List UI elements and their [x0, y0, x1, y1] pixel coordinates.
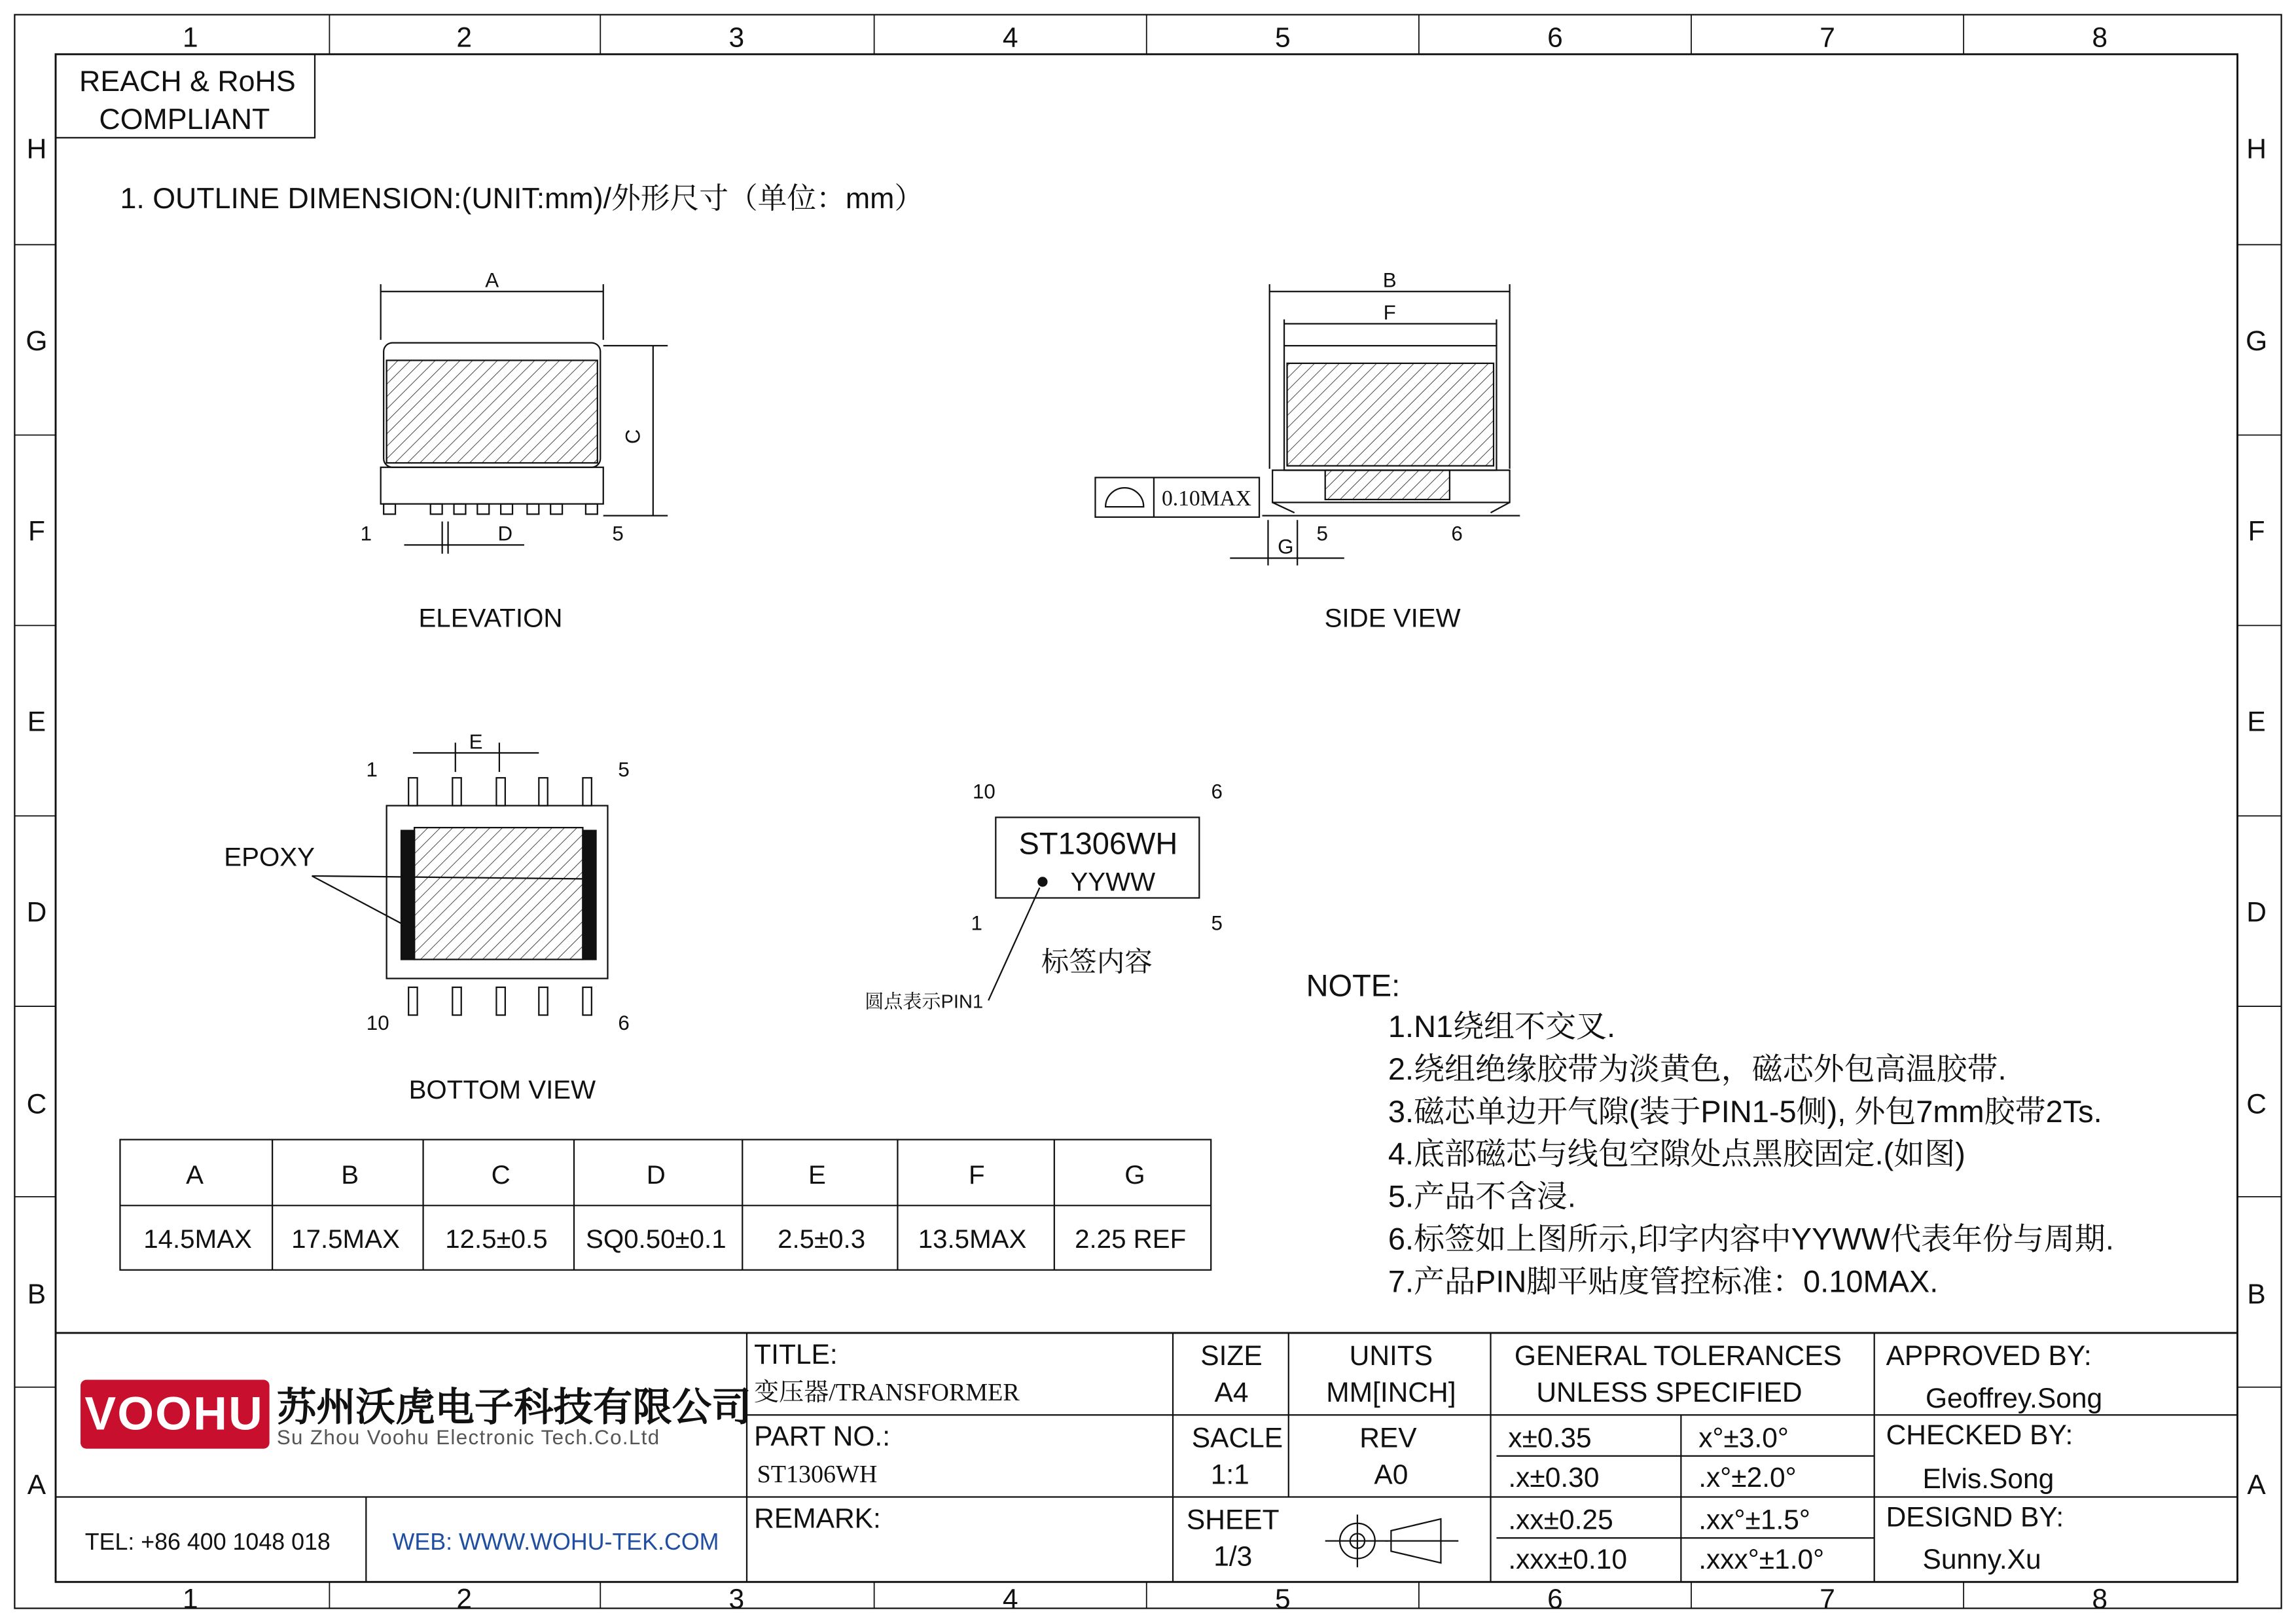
- epoxy-right: [583, 831, 596, 960]
- dim-label-c: C: [621, 429, 645, 445]
- bottom-view-caption: BOTTOM VIEW: [408, 1075, 596, 1104]
- table-header: C: [491, 1159, 511, 1190]
- tolerances-heading-2: UNLESS SPECIFIED: [1536, 1377, 1803, 1409]
- compliance-line-2: COMPLIANT: [99, 102, 270, 136]
- pin-label: 6: [1211, 780, 1223, 803]
- flatness-value: 0.10MAX: [1161, 486, 1251, 511]
- dim-label-g: G: [1278, 535, 1294, 558]
- note-item: 4.底部磁芯与线包空隙处点黑胶固定.(如图): [1388, 1136, 1965, 1171]
- col-label: 7: [1820, 22, 1835, 54]
- side-hatch: [1287, 363, 1494, 466]
- row-label: B: [27, 1279, 46, 1311]
- checked-name: Elvis.Song: [1922, 1464, 2054, 1495]
- company-name-cn: 苏州沃虎电子科技有限公司: [276, 1385, 751, 1430]
- pin-label: 5: [618, 757, 630, 781]
- sheet-label: SHEET: [1186, 1504, 1280, 1536]
- table-header: A: [186, 1159, 204, 1190]
- tolerance-linear: x±0.35: [1508, 1423, 1592, 1454]
- row-label: F: [2248, 516, 2265, 547]
- title-value: 变压器/TRANSFORMER: [754, 1378, 1020, 1406]
- dim-label-e: E: [469, 730, 483, 754]
- scale-value: 1:1: [1210, 1459, 1249, 1491]
- grid-row-labels-left: [26, 134, 47, 1501]
- remark-label: REMARK:: [754, 1503, 881, 1535]
- approved-name: Geoffrey.Song: [1925, 1383, 2103, 1415]
- contact-tel: TEL: +86 400 1048 018: [84, 1529, 331, 1556]
- bottom-view: [312, 742, 608, 1015]
- scale-label: SACLE: [1191, 1423, 1283, 1454]
- col-label: 4: [1002, 1584, 1018, 1615]
- bottom-pins-top: [408, 778, 592, 806]
- designed-name: Sunny.Xu: [1922, 1544, 2041, 1576]
- company-logo: [81, 1380, 270, 1449]
- size-value: A4: [1214, 1377, 1249, 1409]
- sheet-value: 1/3: [1213, 1541, 1253, 1573]
- table-cell: 14.5MAX: [143, 1224, 252, 1254]
- row-label: D: [2246, 897, 2267, 928]
- epoxy-left: [401, 831, 414, 960]
- pin-label: 6: [1451, 522, 1463, 545]
- table-header: F: [968, 1159, 985, 1190]
- col-label: 7: [1820, 1584, 1835, 1615]
- note-item: 3.磁芯单边开气隙(装于PIN1-5侧), 外包7mm胶带2Ts.: [1388, 1093, 2102, 1129]
- tolerance-linear: .x±0.30: [1508, 1462, 1600, 1493]
- label-line-1: ST1306WH: [1018, 826, 1178, 861]
- col-label: 8: [2092, 22, 2108, 54]
- pin-label: 5: [612, 522, 624, 545]
- bottom-pins-bottom: [408, 987, 592, 1015]
- title-label: TITLE:: [754, 1339, 838, 1370]
- dim-label-d: D: [497, 522, 513, 545]
- table-header: G: [1124, 1159, 1145, 1190]
- pin1-dot-note: 圆点表示PIN1: [865, 991, 984, 1013]
- elevation-caption: ELEVATION: [418, 603, 563, 633]
- tolerance-angular: .xx°±1.5°: [1698, 1504, 1810, 1536]
- elevation-base: [381, 467, 603, 504]
- tolerance-linear: .xxx±0.10: [1508, 1544, 1627, 1576]
- tolerance-angular: x°±3.0°: [1698, 1423, 1789, 1454]
- compliance-box: [56, 54, 315, 138]
- elevation-hatch: [387, 360, 598, 463]
- table-cell: 13.5MAX: [918, 1224, 1027, 1254]
- part-no-value: ST1306WH: [757, 1461, 878, 1489]
- table-header: B: [341, 1159, 359, 1190]
- row-label: B: [2247, 1279, 2266, 1311]
- table-cell: 2.25 REF: [1075, 1224, 1187, 1254]
- tolerances-heading-1: GENERAL TOLERANCES: [1514, 1341, 1842, 1372]
- company-name-en: Su Zhou Voohu Electronic Tech.Co.Ltd: [276, 1425, 660, 1449]
- col-label: 2: [456, 1584, 473, 1615]
- dimension-table-headers: [186, 1160, 1145, 1190]
- col-label: 8: [2092, 1584, 2108, 1615]
- col-label: 5: [1275, 1584, 1291, 1615]
- table-header: E: [808, 1159, 826, 1190]
- label-caption: 标签内容: [1041, 947, 1153, 978]
- row-label: G: [2246, 325, 2268, 357]
- col-label: 1: [183, 1584, 198, 1615]
- checked-label: CHECKED BY:: [1886, 1419, 2073, 1451]
- side-core-gap: [1325, 470, 1450, 500]
- row-label: G: [26, 325, 48, 357]
- grid-column-labels-bottom: [183, 1584, 2108, 1615]
- notes: [1306, 968, 2114, 1298]
- row-label: C: [26, 1089, 47, 1120]
- size-label: SIZE: [1200, 1341, 1263, 1372]
- dim-label-f: F: [1383, 301, 1396, 324]
- col-label: 2: [456, 22, 473, 54]
- pin-label: 1: [360, 522, 372, 545]
- dim-label-a: A: [485, 268, 499, 292]
- pin-label: 1: [366, 757, 378, 781]
- note-item: 1.N1绕组不交叉.: [1388, 1009, 1616, 1044]
- pin-label: 5: [1211, 911, 1223, 935]
- pin-label: 1: [971, 911, 982, 935]
- col-label: 3: [728, 22, 745, 54]
- pin1-dot-icon: [1037, 877, 1047, 886]
- row-label: E: [2247, 706, 2266, 738]
- side-view-caption: SIDE VIEW: [1324, 603, 1461, 633]
- row-label: C: [2246, 1089, 2267, 1120]
- sheet-info: [1187, 1341, 1456, 1573]
- col-label: 5: [1275, 22, 1291, 54]
- dimension-table-values: [143, 1224, 1186, 1254]
- rev-label: REV: [1359, 1423, 1417, 1454]
- note-item: 6.标签如上图所示,印字内容中YYWW代表年份与周期.: [1388, 1221, 2114, 1256]
- grid-row-labels-right: [2246, 134, 2267, 1501]
- elevation-pins: [384, 504, 598, 515]
- contact-web: WEB: WWW.WOHU-TEK.COM: [392, 1529, 719, 1556]
- note-item: 5.产品不含浸.: [1388, 1178, 1576, 1214]
- table-cell: SQ0.50±0.1: [585, 1224, 726, 1254]
- units-value: MM[INCH]: [1326, 1377, 1456, 1409]
- table-cell: 17.5MAX: [291, 1224, 400, 1254]
- dim-label-b: B: [1382, 268, 1397, 292]
- col-label: 4: [1002, 22, 1018, 54]
- label-line-2: YYWW: [1070, 867, 1156, 897]
- pin-label: 10: [366, 1011, 389, 1034]
- signature-block: [1886, 1341, 2103, 1575]
- pin-label: 5: [1316, 522, 1328, 545]
- col-label: 6: [1547, 22, 1563, 54]
- note-item: 2.绕组绝缘胶带为淡黄色，磁芯外包高温胶带.: [1388, 1051, 2007, 1086]
- epoxy-label: EPOXY: [224, 842, 315, 872]
- designed-label: DESIGND BY:: [1886, 1502, 2064, 1533]
- units-label: UNITS: [1349, 1341, 1433, 1372]
- col-label: 6: [1547, 1584, 1563, 1615]
- tolerance-angular: .x°±2.0°: [1698, 1462, 1797, 1493]
- logo-text: VOOHU: [84, 1387, 264, 1440]
- grid-column-labels-top: [183, 23, 2108, 54]
- tolerance-angular: .xxx°±1.0°: [1698, 1544, 1825, 1576]
- part-no-label: PART NO.:: [754, 1421, 891, 1453]
- row-label: A: [2247, 1470, 2266, 1501]
- row-label: A: [27, 1470, 46, 1501]
- section-title: 1. OUTLINE DIMENSION:(UNIT:mm)/外形尺寸（单位：mm）: [120, 181, 924, 215]
- compliance-line-1: REACH & RoHS: [79, 64, 296, 98]
- table-cell: 2.5±0.3: [778, 1224, 866, 1254]
- col-label: 1: [183, 22, 198, 54]
- pin-label: 10: [973, 780, 996, 803]
- projection-symbol-icon: [1325, 1514, 1459, 1567]
- tolerance-linear: .xx±0.25: [1508, 1504, 1613, 1536]
- notes-heading: NOTE:: [1306, 968, 1401, 1003]
- pin-label: 6: [618, 1011, 630, 1034]
- approved-label: APPROVED BY:: [1886, 1341, 2092, 1372]
- bottom-hatch: [414, 828, 583, 959]
- row-label: H: [26, 134, 47, 165]
- row-label: F: [27, 516, 45, 547]
- tolerance-table: [1508, 1423, 1824, 1575]
- row-label: D: [26, 897, 47, 928]
- table-header: D: [646, 1159, 666, 1190]
- note-item: 7.产品PIN脚平贴度管控标准：0.10MAX.: [1388, 1264, 1939, 1299]
- col-label: 3: [728, 1584, 745, 1615]
- table-cell: 12.5±0.5: [445, 1224, 548, 1254]
- rev-value: A0: [1374, 1459, 1408, 1491]
- row-label: H: [2246, 134, 2267, 165]
- flatness-icon: [1105, 488, 1143, 507]
- elevation-view: [381, 284, 668, 554]
- row-label: E: [27, 706, 46, 738]
